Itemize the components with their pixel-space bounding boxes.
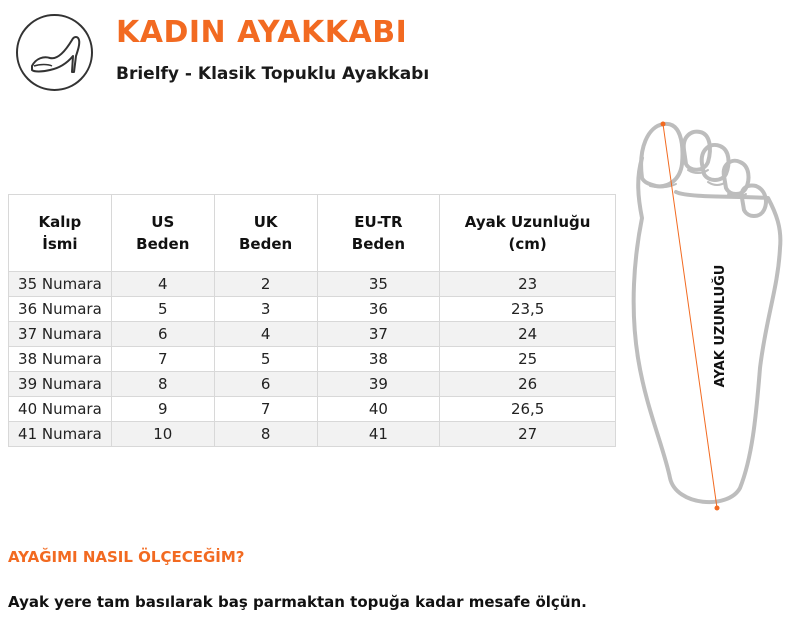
- cell-length: 27: [440, 422, 616, 447]
- cell-length: 23: [440, 272, 616, 297]
- cell-us: 6: [111, 322, 214, 347]
- shoe-logo: [16, 14, 93, 91]
- size-table: [8, 194, 616, 447]
- cell-us: 8: [111, 372, 214, 397]
- cell-length: 24: [440, 322, 616, 347]
- cell-eu-tr: 38: [317, 347, 440, 372]
- cell-kalip: 37 Numara: [9, 322, 112, 347]
- cell-uk: 2: [214, 272, 317, 297]
- foot-diagram: [628, 118, 788, 523]
- howto-title: AYAĞIMI NASIL ÖLÇECEĞİM?: [8, 548, 245, 566]
- foot-outline-icon: [628, 118, 788, 518]
- header-us: US Beden: [111, 195, 214, 272]
- cell-kalip: 38 Numara: [9, 347, 112, 372]
- table-row: [9, 397, 616, 422]
- header-uk: UK Beden: [214, 195, 317, 272]
- cell-uk: 5: [214, 347, 317, 372]
- cell-eu-tr: 37: [317, 322, 440, 347]
- cell-eu-tr: 35: [317, 272, 440, 297]
- table-row: [9, 372, 616, 397]
- table-row: [9, 422, 616, 447]
- header-kalip: Kalıp İsmi: [9, 195, 112, 272]
- cell-length: 26: [440, 372, 616, 397]
- cell-uk: 6: [214, 372, 317, 397]
- page-title: KADIN AYAKKABI: [116, 15, 408, 50]
- table-row: [9, 347, 616, 372]
- cell-us: 4: [111, 272, 214, 297]
- cell-eu-tr: 41: [317, 422, 440, 447]
- cell-uk: 4: [214, 322, 317, 347]
- cell-uk: 7: [214, 397, 317, 422]
- table-row: [9, 322, 616, 347]
- cell-kalip: 39 Numara: [9, 372, 112, 397]
- header-eu-tr: EU-TR Beden: [317, 195, 440, 272]
- foot-length-label: AYAK UZUNLUĞU: [713, 264, 728, 388]
- cell-kalip: 35 Numara: [9, 272, 112, 297]
- cell-kalip: 41 Numara: [9, 422, 112, 447]
- cell-uk: 8: [214, 422, 317, 447]
- cell-eu-tr: 40: [317, 397, 440, 422]
- cell-uk: 3: [214, 297, 317, 322]
- header-ayak-uzunlugu: Ayak Uzunluğu (cm): [440, 195, 616, 272]
- cell-eu-tr: 36: [317, 297, 440, 322]
- table-row: [9, 272, 616, 297]
- cell-length: 26,5: [440, 397, 616, 422]
- product-subtitle: Brielfy - Klasik Topuklu Ayakkabı: [116, 64, 430, 84]
- table-row: [9, 297, 616, 322]
- cell-length: 23,5: [440, 297, 616, 322]
- cell-kalip: 36 Numara: [9, 297, 112, 322]
- cell-us: 9: [111, 397, 214, 422]
- howto-text: Ayak yere tam basılarak baş parmaktan topuğa kadar mesafe ölçün.: [8, 593, 587, 611]
- cell-kalip: 40 Numara: [9, 397, 112, 422]
- cell-us: 5: [111, 297, 214, 322]
- high-heel-shoe-icon: [24, 26, 86, 82]
- table-header-row: [9, 195, 616, 272]
- cell-length: 25: [440, 347, 616, 372]
- cell-us: 7: [111, 347, 214, 372]
- cell-eu-tr: 39: [317, 372, 440, 397]
- cell-us: 10: [111, 422, 214, 447]
